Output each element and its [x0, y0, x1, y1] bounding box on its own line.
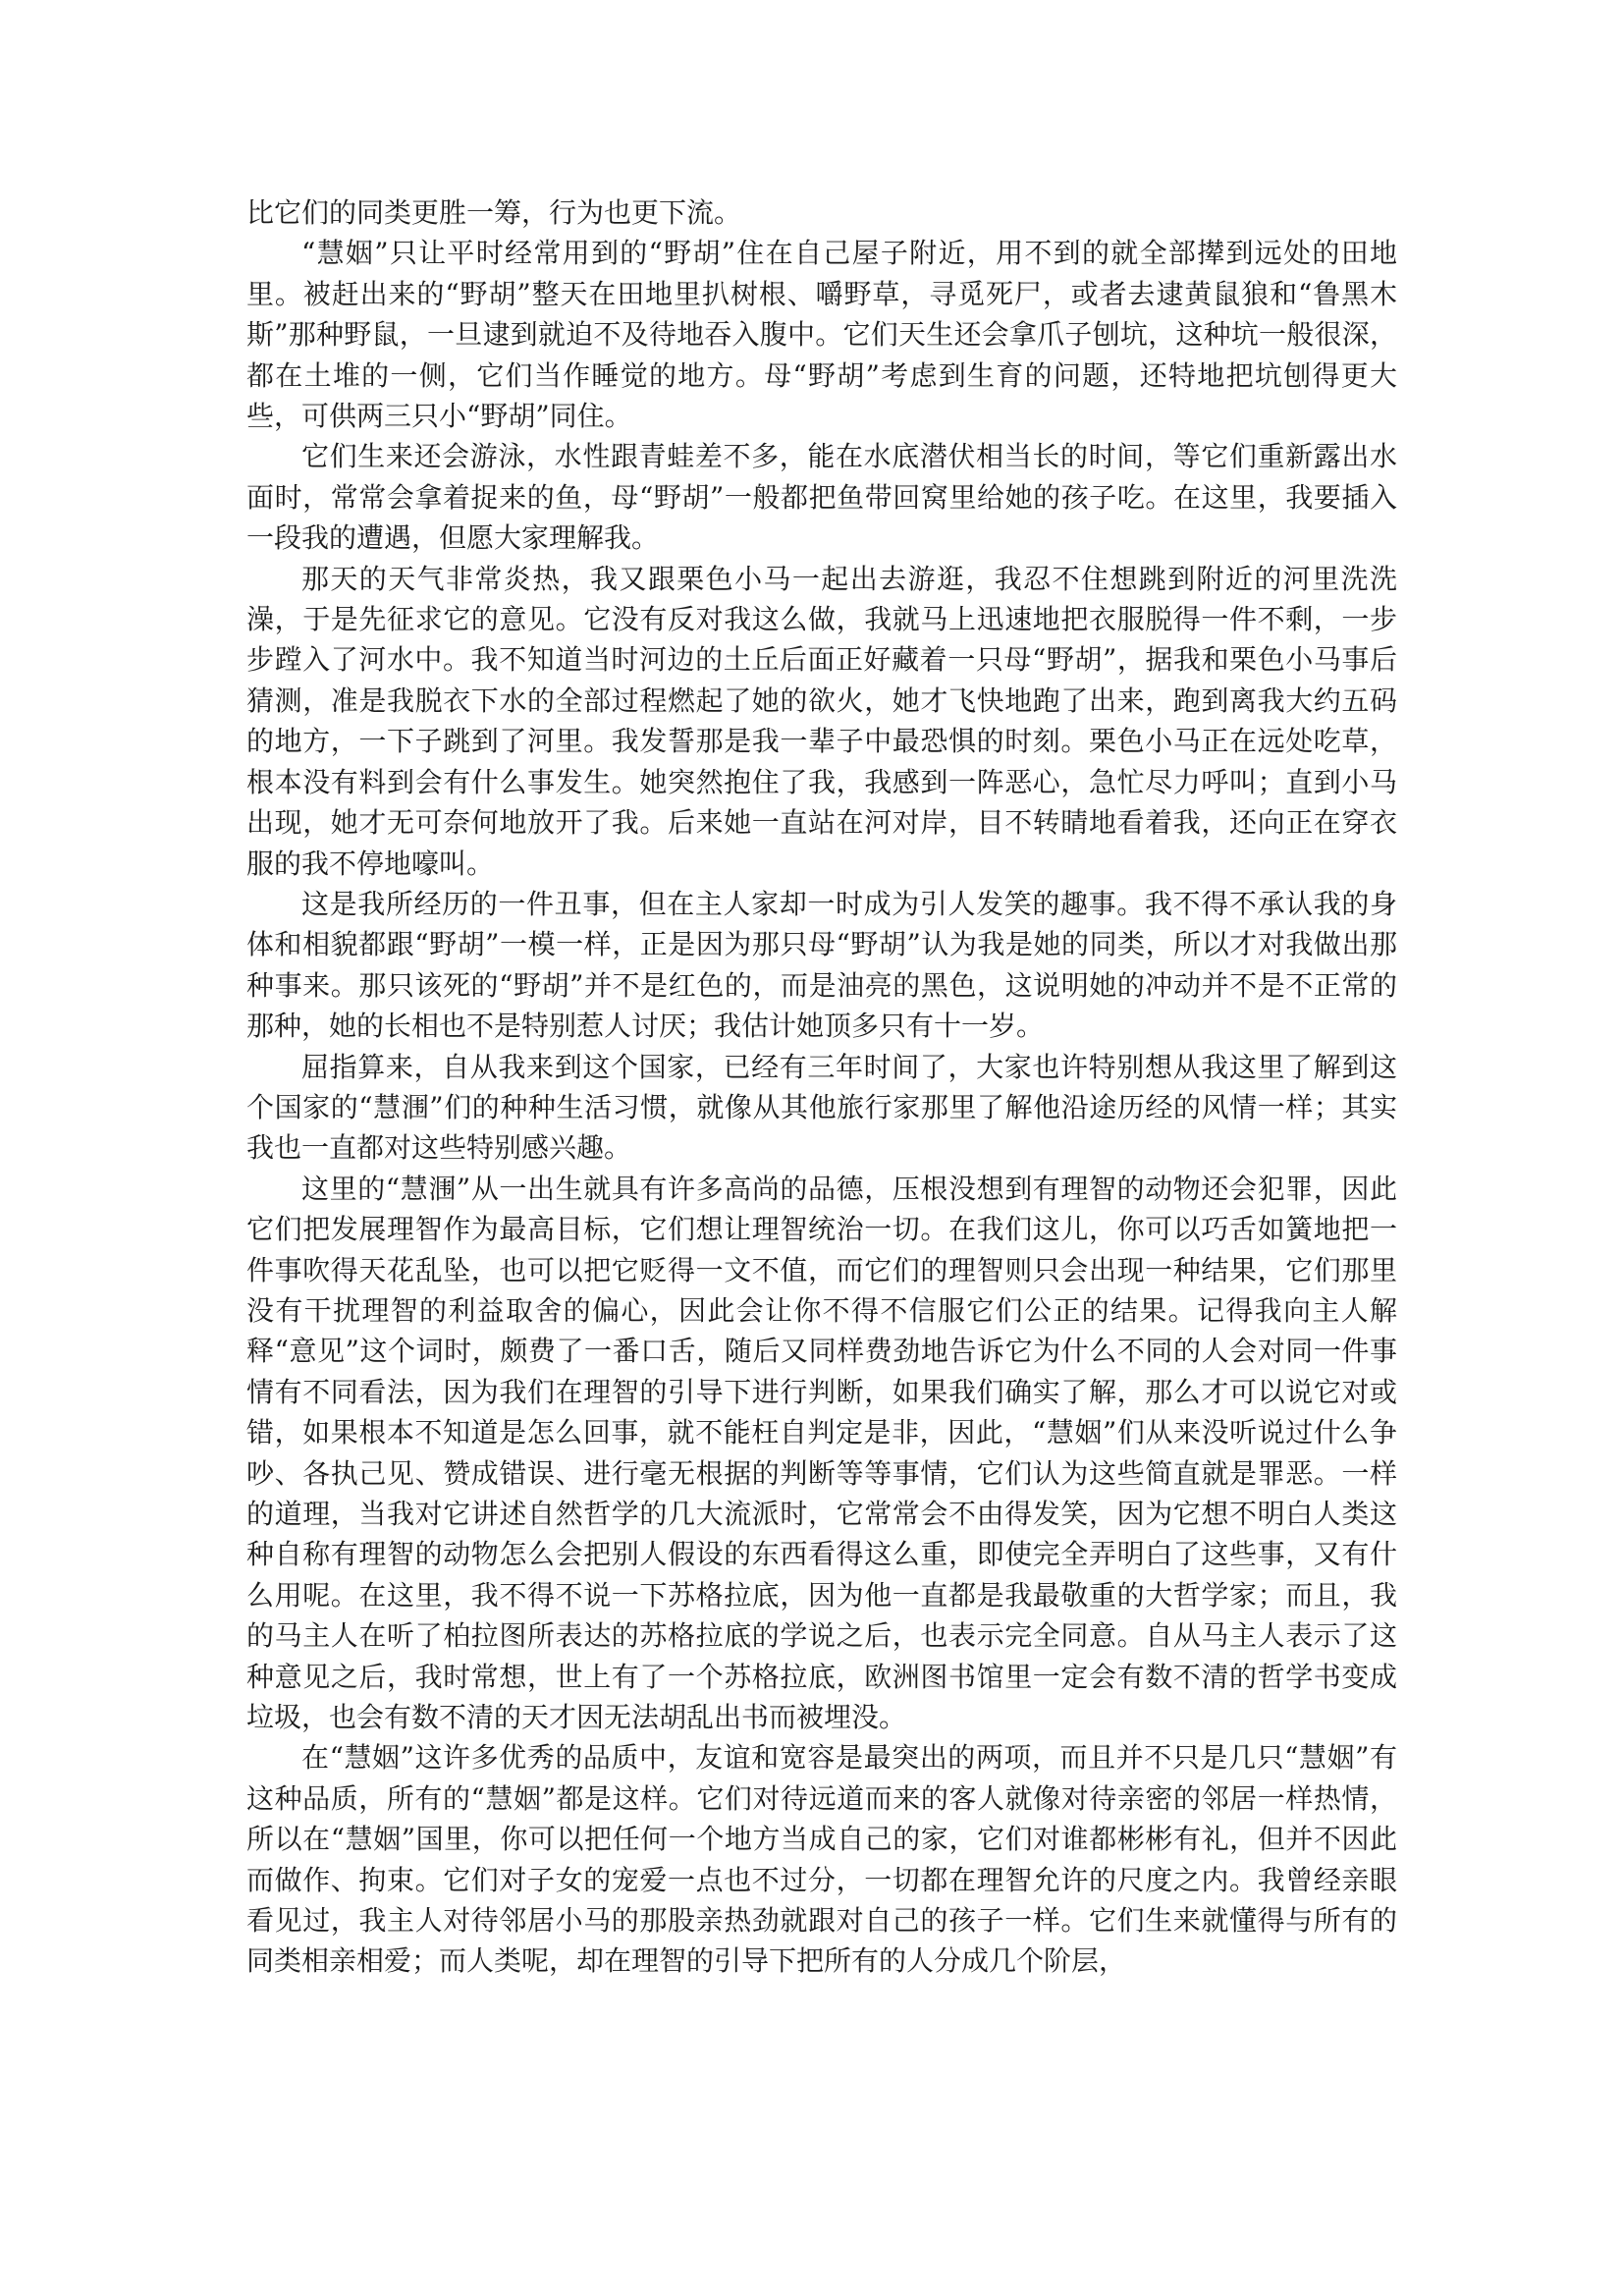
paragraph-continued: 比它们的同类更胜一筹，行为也更下流。 [246, 196, 742, 229]
document-page [246, 192, 1397, 1982]
paragraph: 它们生来还会游泳，水性跟青蛙差不多，能在水底潜伏相当长的时间，等它们重新露出水面时，常常会拿着捉来的鱼，母“野胡”一般都把鱼带回窝里给她的孩子吃。在这里，我要插入一段我的遭遇，但愿大家理解我。 [246, 440, 1397, 555]
paragraph: 这里的“慧涠”从一出生就具有许多高尚的品德，压根没想到有理智的动物还会犯罪，因此它们把发展理智作为最高目标，它们想让理智统治一切。在我们这儿，你可以巧舌如簧地把一件事吹得天花乱坠，也可以把它贬得一文不值，而它们的理智则只会出现一种结果，它们那里没有干扰理智的利益取舍的偏心，因此会让你不得不信服它们公正的结果。记得我向主人解释“意见”这个词时，颇费了一番口舌，随后又同样费劲地告诉它为什么不同的人会对同一件事情有不同看法，因为我们在理智的引导下进行判断，如果我们确实了解，那么才可以说它对或错，如果根本不知道是怎么回事，就不能枉自判定是非，因此，“慧姻”们从来没听说过什么争吵、各执己见、赞成错误、进行毫无根据的判断等等事情，它们认为这些简直就是罪恶。一样的道理，当我对它讲述自然哲学的几大流派时，它常常会不由得发笑，因为它想不明白人类这种自称有理智的动物怎么会把别人假设的东西看得这么重，即使完全弄明白了这些事，又有什么用呢。在这里，我不得不说一下苏格拉底，因为他一直都是我最敬重的大哲学家；而且，我的马主人在听了柏拉图所表达的苏格拉底的学说之后，也表示完全同意。自从马主人表示了这种意见之后，我时常想，世上有了一个苏格拉底，欧洲图书馆里一定会有数不清的哲学书变成垃圾，也会有数不清的天才因无法胡乱出书而被埋没。 [246, 1172, 1397, 1734]
paragraph: 那天的天气非常炎热，我又跟栗色小马一起出去游逛，我忍不住想跳到附近的河里洗洗澡，于是先征求它的意见。它没有反对我这么做，我就马上迅速地把衣服脱得一件不剩，一步步蹚入了河水中。我不知道当时河边的土丘后面正好藏着一只母“野胡”，据我和栗色小马事后猜测，准是我脱衣下水的全部过程燃起了她的欲火，她才飞快地跑了出来，跑到离我大约五码的地方，一下子跳到了河里。我发誓那是我一辈子中最恐惧的时刻。栗色小马正在远处吃草，根本没有料到会有什么事发生。她突然抱住了我，我感到一阵恶心，急忙尽力呼叫；直到小马出现，她才无可奈何地放开了我。后来她一直站在河对岸，目不转睛地看着我，还向正在穿衣服的我不停地嚎叫。 [246, 562, 1397, 880]
paragraph: 这是我所经历的一件丑事，但在主人家却一时成为引人发笑的趣事。我不得不承认我的身体和相貌都跟“野胡”一模一样，正是因为那只母“野胡”认为我是她的同类，所以才对我做出那种事来。那只该死的“野胡”并不是红色的，而是油亮的黑色，这说明她的冲动并不是不正常的那种，她的长相也不是特别惹人讨厌；我估计她顶多只有十一岁。 [246, 887, 1397, 1043]
paragraph: 在“慧姻”这许多优秀的品质中，友谊和宽容是最突出的两项，而且并不只是几只“慧姻”有这种品质，所有的“慧姻”都是这样。它们对待远道而来的客人就像对待亲密的邻居一样热情，所以在“慧姻”国里，你可以把任何一个地方当成自己的家，它们对谁都彬彬有礼，但并不因此而做作、拘束。它们对子女的宠爱一点也不过分，一切都在理智允许的尺度之内。我曾经亲眼看见过，我主人对待邻居小马的那股亲热劲就跟对自己的孩子一样。它们生来就懂得与所有的同类相亲相爱；而人类呢，却在理智的引导下把所有的人分成几个阶层， [246, 1741, 1397, 1978]
paragraph: 屈指算来，自从我来到这个国家，已经有三年时间了，大家也许特别想从我这里了解到这个国家的“慧涠”们的种种生活习惯，就像从其他旅行家那里了解他沿途历经的风情一样；其实我也一直都对这些特别感兴趣。 [246, 1050, 1397, 1165]
paragraph: “慧姻”只让平时经常用到的“野胡”住在自己屋子附近，用不到的就全部撵到远处的田地里。被赶出来的“野胡”整天在田地里扒树根、嚼野草，寻觅死尸，或者去逮黄鼠狼和“鲁黑木斯”那种野鼠，一旦逮到就迫不及待地吞入腹中。它们天生还会拿爪子刨坑，这种坑一般很深，都在土堆的一侧，它们当作睡觉的地方。母“野胡”考虑到生育的问题，还特地把坑刨得更大些，可供两三只小“野胡”同住。 [246, 237, 1397, 433]
